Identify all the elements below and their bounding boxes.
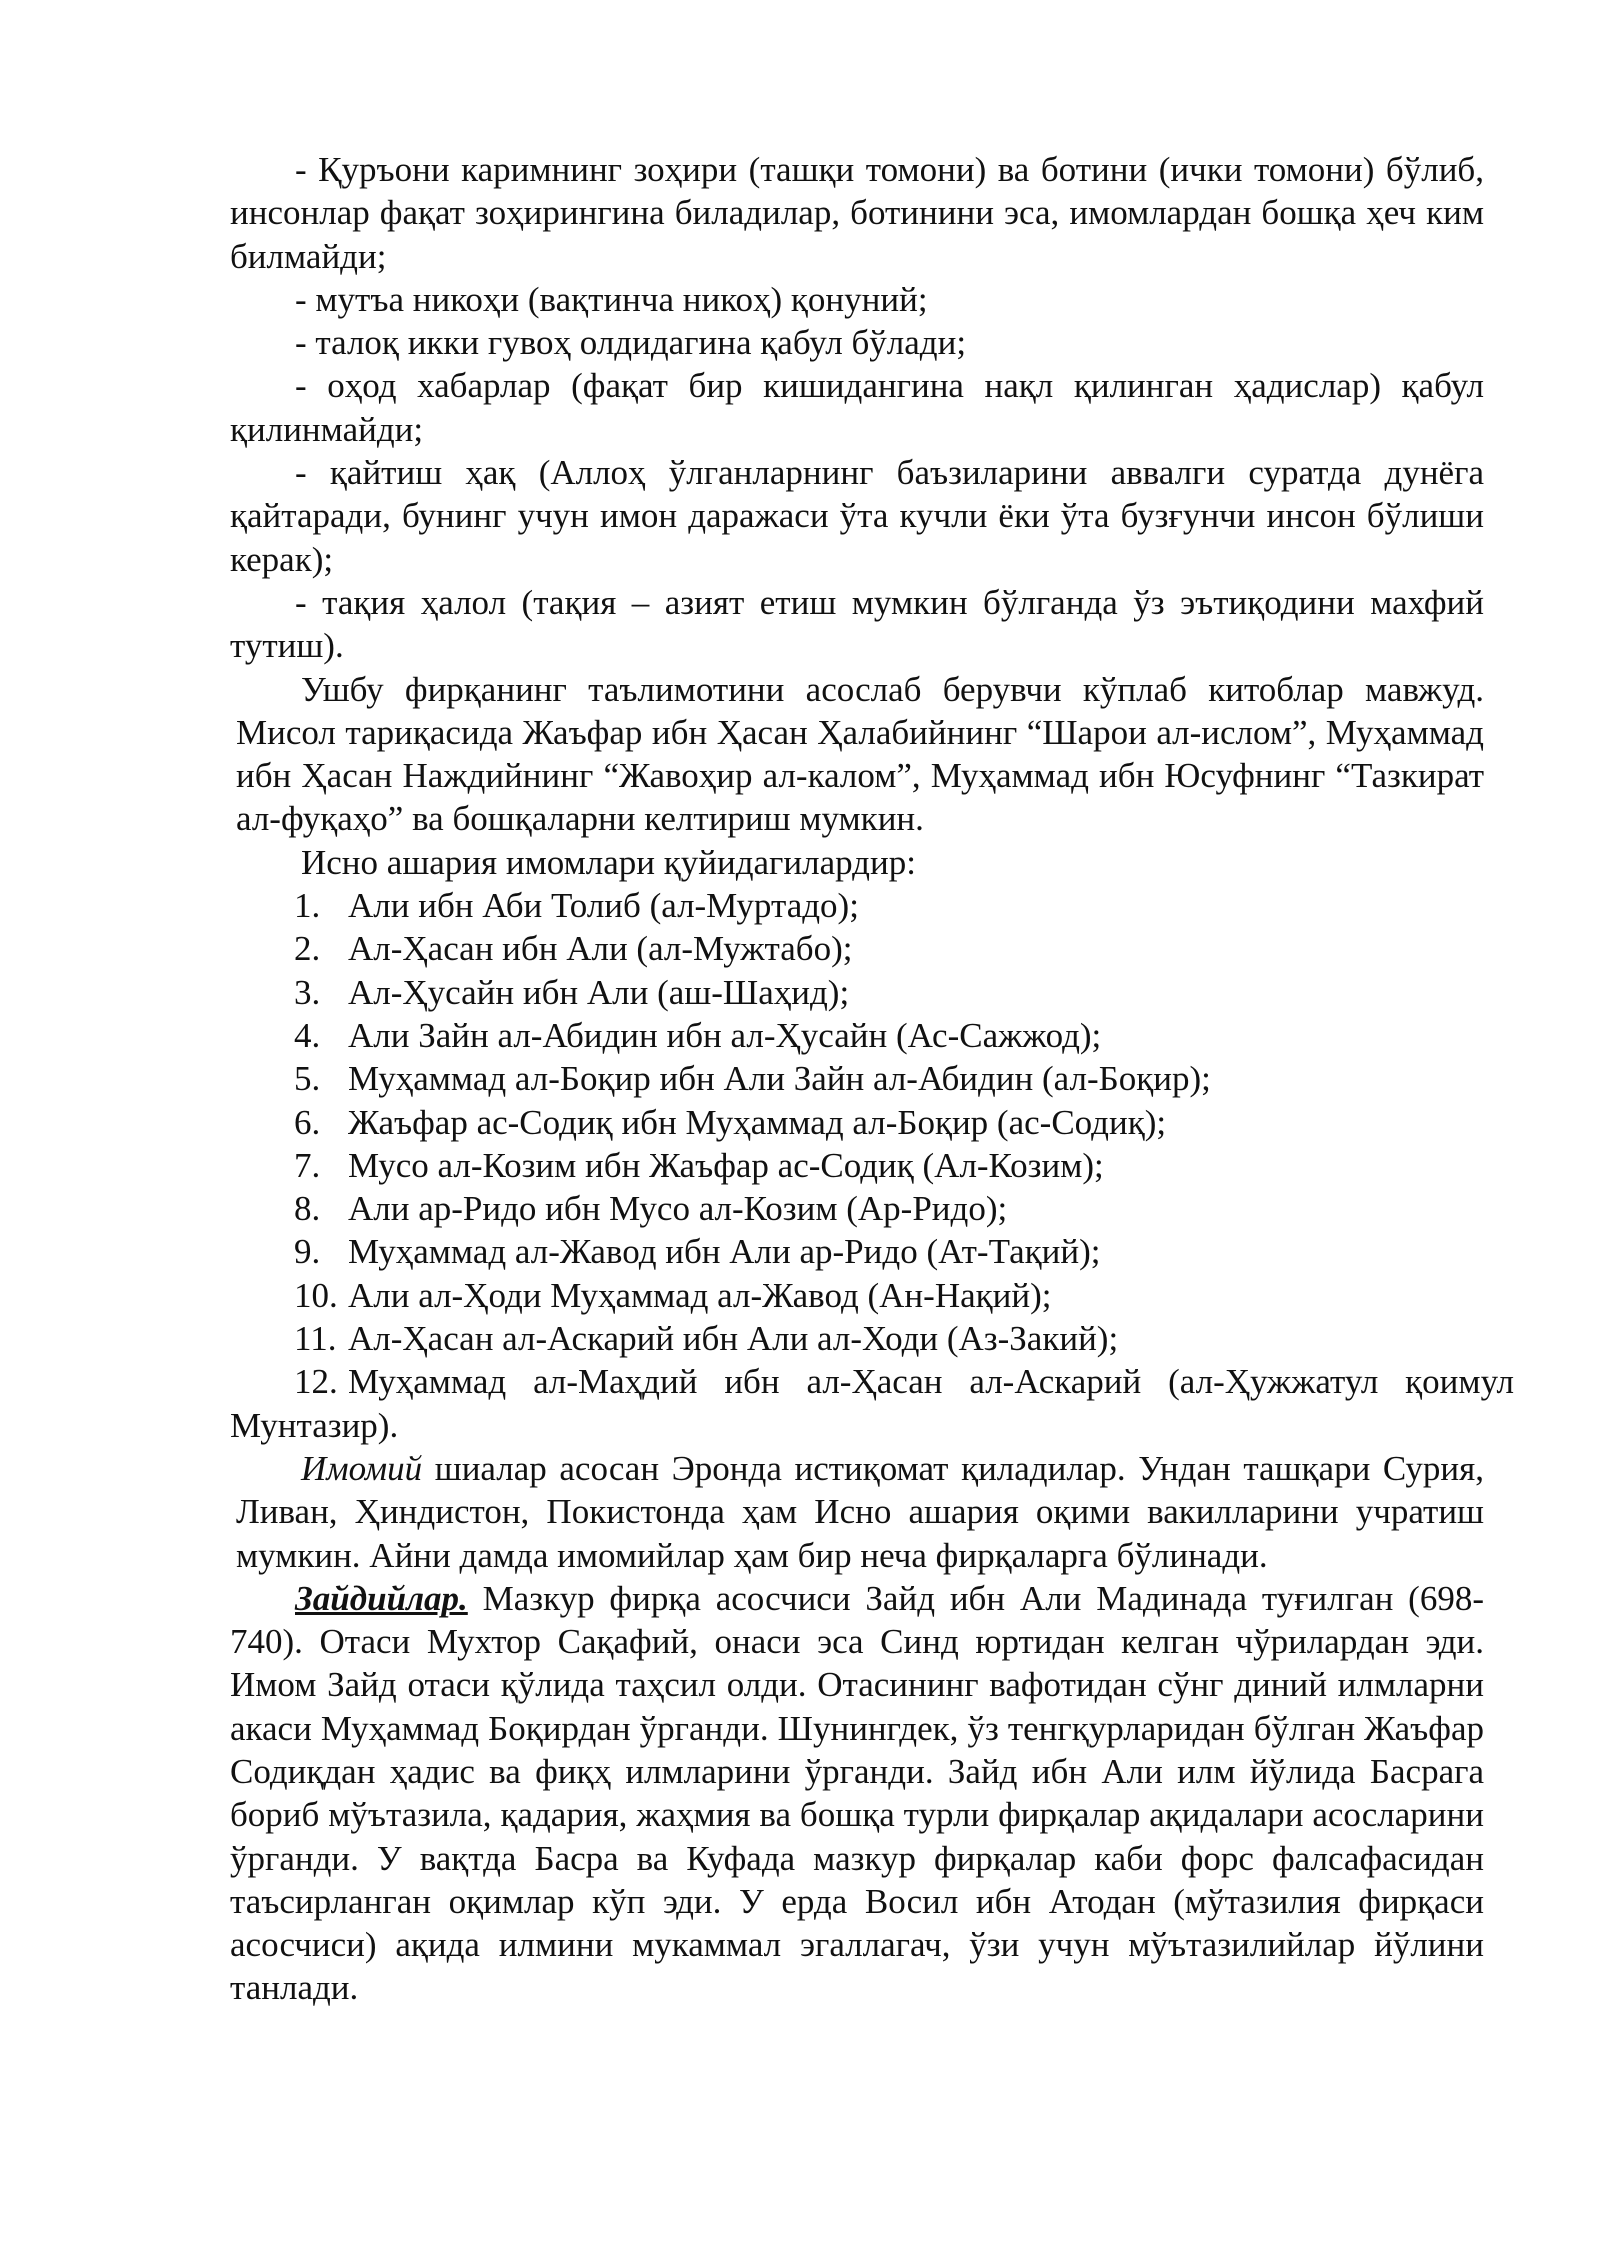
list-item — [230, 1274, 1484, 1317]
list-item — [230, 1014, 1484, 1057]
list-text: Муҳаммад ал-Маҳдий ибн ал-Ҳасан ал-Аскарий (ал-Ҳужжатул қоимул — [348, 1362, 1514, 1402]
list-item — [230, 1230, 1484, 1273]
list-text: Али ибн Аби Толиб (ал-Муртадо); — [348, 886, 859, 926]
imams-list — [230, 884, 1514, 1404]
list-item — [230, 1057, 1484, 1100]
list-item — [230, 884, 1484, 927]
list-number: 6. — [294, 1102, 321, 1142]
list-text: Ал-Ҳасан ибн Али (ал-Мужтабо); — [348, 929, 853, 969]
list-number: 11. — [294, 1319, 337, 1359]
bullet-taloq: - талоқ икки гувоҳ олдидагина қабул бўлади; — [295, 323, 967, 363]
list-number: 12. — [294, 1362, 338, 1402]
list-number: 7. — [294, 1145, 321, 1185]
imomiy-body: шиалар асосан Эронда истиқомат қиладилар. Ундан ташқари Сурия, Ливан, Ҳиндистон, Покистонда ҳам Исно ашария оқими вакилларини учратиш мумкин. Айни дамда имомийлар ҳам бир неча фирқаларга бўлинади. — [236, 1448, 1484, 1575]
list-item — [230, 1360, 1514, 1403]
list-text: Ал-Ҳасан ал-Аскарий ибн Али ал-Ходи (Аз-Закий); — [348, 1319, 1119, 1359]
list-number: 10. — [294, 1275, 338, 1315]
bullet-zohir-botin: - Қуръони каримнинг зоҳири (ташқи томони) ва ботини (ички томони) бўлиб, инсонлар фақат зоҳирингина биладилар, ботинини эса, имомлардан бошқа ҳеч ким билмайди; — [230, 150, 1484, 276]
zaydi-paragraph — [230, 1577, 1484, 2010]
list-text: Муҳаммад ал-Жавод ибн Али ар-Ридо (Ат-Тақий); — [348, 1232, 1101, 1272]
document-page — [230, 148, 1514, 2010]
zaydi-term: Зайдийлар. — [295, 1578, 468, 1618]
list-text: Али ар-Ридо ибн Мусо ал-Козим (Ар-Ридо); — [348, 1189, 1008, 1229]
imomiy-term: Имомий — [301, 1448, 423, 1488]
list-item — [230, 1187, 1484, 1230]
zaydi-body: Мазкур фирқа асосчиси Зайд ибн Али Мадинада туғилган (698-740). Отаси Мухтор Сақафий, онаси эса Синд юртидан келган чўрилардан эди. Имом Зайд отаси қўлида таҳсил олди. Отасининг вафотидан сўнг диний илмларни акаси Муҳаммад Боқирдан ўрганди. Шунингдек, ўз тенгқурларидан бўлган Жаъфар Содиқдан ҳадис ва фиқҳ илмларини ўрганди. Зайд ибн Али илм йўлида Басрага бориб мўътазила, қадария, жаҳмия ва бошқа турли фирқалар ақидалари асосларини ўрганди. У вақтда Басра ва Куфада мазкур фирқалар каби форс фалсафасидан таъсирланган оқимлар кўп эди. У ерда Восил ибн Атодан (мўтазилия фирқаси асосчиси) ақида илмини мукаммал эгаллагач, ўзи учун мўътазилийлар йўлини танлади. — [230, 1578, 1484, 2008]
list-text: Ал-Ҳусайн ибн Али (аш-Шаҳид); — [348, 972, 850, 1012]
list-text: Муҳаммад ал-Боқир ибн Али Зайн ал-Абидин (ал-Боқир); — [348, 1059, 1211, 1099]
bullet-taqiya: - тақия ҳалол (тақия – азият етиш мумкин бўлганда ўз эътиқодини махфий тутиш). — [230, 582, 1484, 666]
list-number: 8. — [294, 1189, 321, 1229]
imams-intro: Исно ашария имомлари қуйидагилардир: — [301, 842, 916, 882]
list-item-continuation: Мунтазир). — [230, 1405, 399, 1445]
list-text: Мусо ал-Козим ибн Жаъфар ас-Содиқ (Ал-Козим); — [348, 1145, 1104, 1185]
list-number: 4. — [294, 1015, 321, 1055]
list-number: 2. — [294, 929, 321, 969]
imomiy-paragraph — [230, 1447, 1484, 1577]
list-text: Али ал-Ҳоди Муҳаммад ал-Жавод (Ан-Нақий); — [348, 1275, 1052, 1315]
bullet-qaytish: - қайтиш ҳақ (Аллоҳ ўлганларнинг баъзиларини аввалги суратда дунёга қайтаради, бунинг учун имон даражаси ўта кучли ёки ўта бузғунчи инсон бўлиши керак); — [230, 453, 1484, 579]
bullet-ohod: - оҳод хабарлар (фақат бир кишидангина нақл қилинган ҳадислар) қабул қилинмайди; — [230, 366, 1484, 449]
list-item — [230, 927, 1484, 970]
list-number: 5. — [294, 1059, 321, 1099]
list-text: Али Зайн ал-Абидин ибн ал-Ҳусайн (Ас-Сажжод); — [348, 1015, 1102, 1055]
list-number: 9. — [294, 1232, 321, 1272]
list-item — [230, 1317, 1484, 1360]
list-item — [230, 1101, 1484, 1144]
list-item — [230, 971, 1484, 1014]
books-paragraph: Ушбу фирқанинг таълимотини асослаб берувчи кўплаб китоблар мавжуд. Мисол тариқасида Жаъфар ибн Ҳасан Ҳалабийнинг “Шарои ал-ислом”, Муҳаммад ибн Ҳасан Наждийнинг “Жавоҳир ал-калом”, Муҳаммад ибн Юсуфнинг “Тазкират ал-фуқаҳо” ва бошқаларни келтириш мумкин. — [236, 669, 1484, 839]
bullet-mutya: - мутъа никоҳи (вақтинча никоҳ) қонуний; — [295, 279, 928, 319]
list-text: Жаъфар ас-Содиқ ибн Муҳаммад ал-Боқир (ас-Содиқ); — [348, 1102, 1167, 1142]
list-number: 1. — [294, 886, 321, 926]
list-item — [230, 1144, 1484, 1187]
list-number: 3. — [294, 972, 321, 1012]
